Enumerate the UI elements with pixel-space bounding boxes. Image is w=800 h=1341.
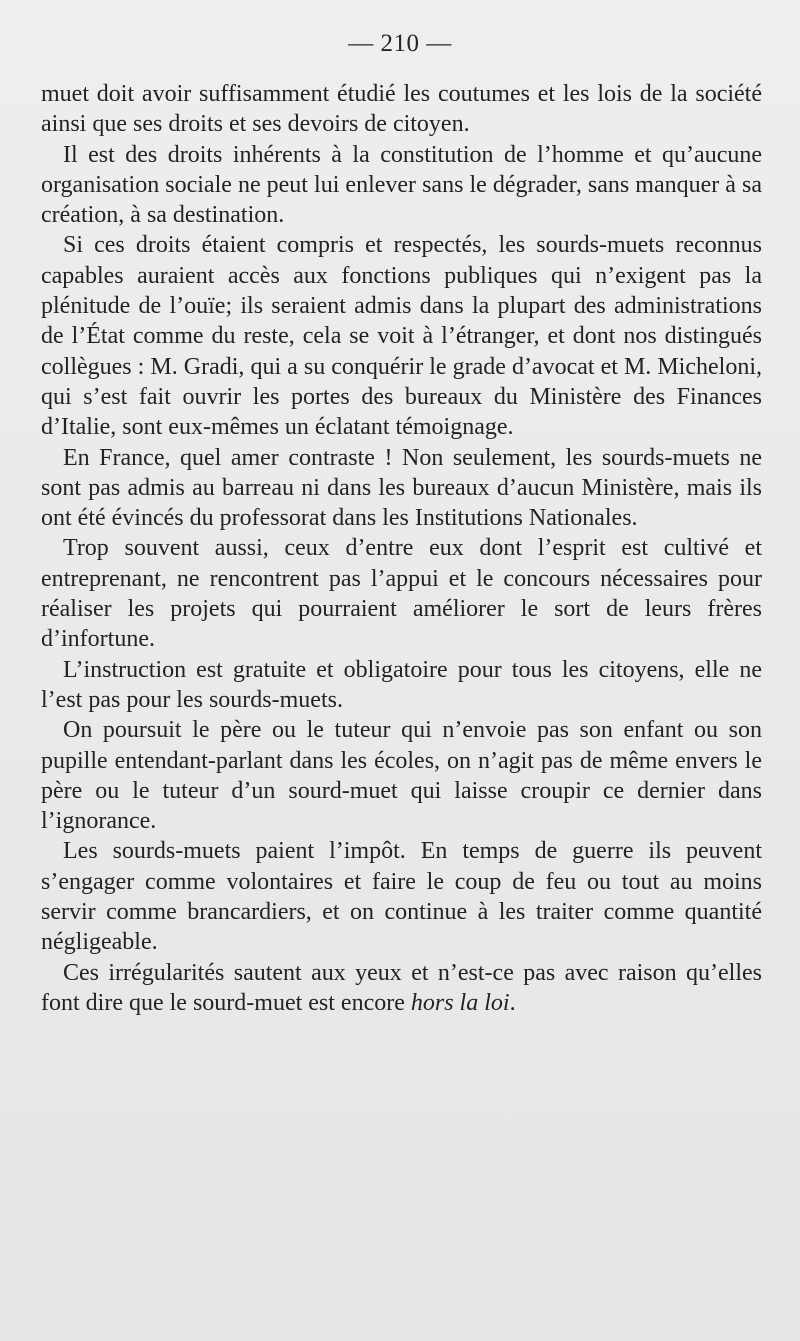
paragraph-9-emphasis: hors la loi xyxy=(410,989,510,1016)
paragraph-2-text: Il est des droits inhérents à la constitution de l’homme et qu’aucune organisation sociale ne peut lui enlever sans le dégrader, sans manquer à sa création, à sa destination. xyxy=(41,141,762,229)
paragraph-3 xyxy=(41,230,762,442)
paragraph-7-text: On poursuit le père ou le tuteur qui n’envoie pas son enfant ou son pupille entendant-parlant dans les écoles, on n’agit pas de même envers le père ou le tuteur d’un sourd-muet qui laisse croupir ce dernier dans l’ignorance. xyxy=(41,717,762,835)
paragraph-9-text: Ces irrégularités sautent aux yeux et n’est-ce pas avec raison qu’elles font dire que le sourd-muet est encore xyxy=(41,959,762,1016)
paragraph-6-text: L’instruction est gratuite et obligatoire pour tous les citoyens, elle ne l’est pas pour les sourds-muets. xyxy=(41,656,762,713)
paragraph-4-text: En France, quel amer contraste ! Non seulement, les sourds-muets ne sont pas admis au barreau ni dans les bureaux d’aucun Ministère, mais ils ont été évincés du professorat dans les Institutions Nationales. xyxy=(41,444,762,532)
paragraph-9 xyxy=(41,958,762,1019)
paragraph-5 xyxy=(41,533,762,654)
paragraph-6 xyxy=(41,655,762,716)
page-number: — 210 — xyxy=(348,30,452,57)
paragraph-2 xyxy=(41,140,762,231)
paragraph-8 xyxy=(41,836,762,957)
paragraph-1 xyxy=(41,79,762,140)
paragraph-1-text: muet doit avoir suffisamment étudié les coutumes et les lois de la société ainsi que ses droits et ses devoirs de citoyen. xyxy=(41,81,762,138)
paragraph-8-text: Les sourds-muets paient l’impôt. En temps de guerre ils peuvent s’engager comme volontaires et faire le coup de feu ou tout au moins servir comme brancardiers, et on continue à les traiter comme quantité négligeable. xyxy=(41,838,762,956)
paragraph-4 xyxy=(41,443,762,534)
paragraph-9-tail: . xyxy=(509,989,516,1016)
page-body xyxy=(41,79,762,1018)
paragraph-3-text: Si ces droits étaient compris et respectés, les sourds-muets reconnus capables auraient accès aux fonctions publiques qui n’exigent pas la plénitude de l’ouïe; ils seraient admis dans la plupart des administrations de l’État comme du reste, cela se voit à l’étranger, et dont nos distingués collègues : M. Gradi, qui a su conquérir le grade d’avocat et M. Micheloni, qui s’est fait ouvrir les portes des bureaux du Ministère des Finances d’Italie, sont eux-mêmes un éclatant témoignage. xyxy=(41,232,762,441)
paragraph-7 xyxy=(41,715,762,836)
paragraph-5-text: Trop souvent aussi, ceux d’entre eux dont l’esprit est cultivé et entreprenant, ne rencontrent pas l’appui et le concours nécessaires pour réaliser les projets qui pourraient améliorer le sort de leurs frères d’infortune. xyxy=(41,535,762,653)
